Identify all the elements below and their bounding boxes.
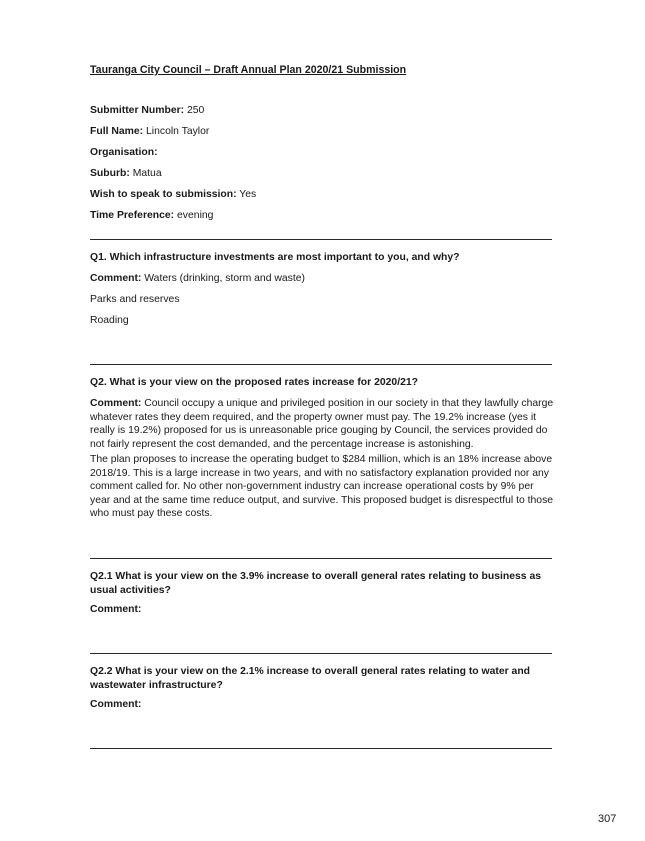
field-value: Matua: [132, 168, 162, 179]
comment-label: Comment:: [90, 273, 142, 284]
field-label: Wish to speak to submission:: [90, 189, 237, 200]
q1-comment-line: Parks and reserves: [90, 294, 180, 305]
document-title: Tauranga City Council – Draft Annual Plan 2020/21 Submission: [90, 64, 407, 76]
field-label: Organisation:: [90, 147, 158, 158]
q2-comment-text: Council occupy a unique and privileged position in our society in that they lawfully charge whatever rates they deem required, and the property owner must pay. The 19.2% increase (yes it really is 19.2%) proposed for us is unreasonable price gouging by Council, the services provided do not fairly represent the cost demanded, and the percentage increase is astonishing.: [90, 398, 554, 450]
q1-comment: [90, 272, 556, 286]
comment-label: Comment:: [90, 699, 142, 710]
section-divider: [90, 653, 552, 654]
section-divider: [90, 558, 552, 559]
section-divider: [90, 239, 552, 240]
q21-comment: [90, 603, 556, 617]
field-label: Time Preference:: [90, 210, 175, 221]
suburb-field: [90, 167, 162, 181]
field-value: evening: [177, 210, 214, 221]
q22-comment: [90, 698, 556, 712]
field-value: Yes: [239, 189, 257, 200]
field-value: Lincoln Taylor: [146, 126, 210, 137]
full-name-field: [90, 125, 209, 139]
q2-paragraph-2: The plan proposes to increase the operating budget to $284 million, which is an 18% increase above 2018/19. This is a large increase in two years, and with no satisfactory explanation provided nor any comment called for. No other non-government industry can increase operational costs by 9% per year and at the same time reduce output, and survive. This proposed budget is disrespectful to those who must pay these costs.: [90, 454, 554, 519]
q2-comment: [90, 397, 556, 451]
q21-question: Q2.1 What is your view on the 3.9% increase to overall general rates relating to business as usual activities?: [90, 571, 541, 596]
field-label: Suburb:: [90, 168, 130, 179]
field-value: 250: [187, 105, 205, 116]
organisation-field: [90, 146, 158, 160]
comment-label: Comment:: [90, 398, 142, 409]
wish-to-speak-field: [90, 188, 256, 202]
field-label: Full Name:: [90, 126, 144, 137]
submitter-number-field: [90, 104, 204, 118]
q22-question: Q2.2 What is your view on the 2.1% increase to overall general rates relating to water and wastewater infrastructure?: [90, 666, 531, 691]
section-divider: [90, 364, 552, 365]
section-divider: [90, 748, 552, 749]
q1-comment-text: Waters (drinking, storm and waste): [144, 273, 305, 284]
field-label: Submitter Number:: [90, 105, 185, 116]
q1-question: Q1. Which infrastructure investments are most important to you, and why?: [90, 252, 460, 263]
page-number: 307: [598, 813, 617, 825]
comment-label: Comment:: [90, 604, 142, 615]
time-preference-field: [90, 209, 213, 223]
q2-question: Q2. What is your view on the proposed rates increase for 2020/21?: [90, 377, 418, 388]
q1-comment-line: Roading: [90, 315, 129, 326]
